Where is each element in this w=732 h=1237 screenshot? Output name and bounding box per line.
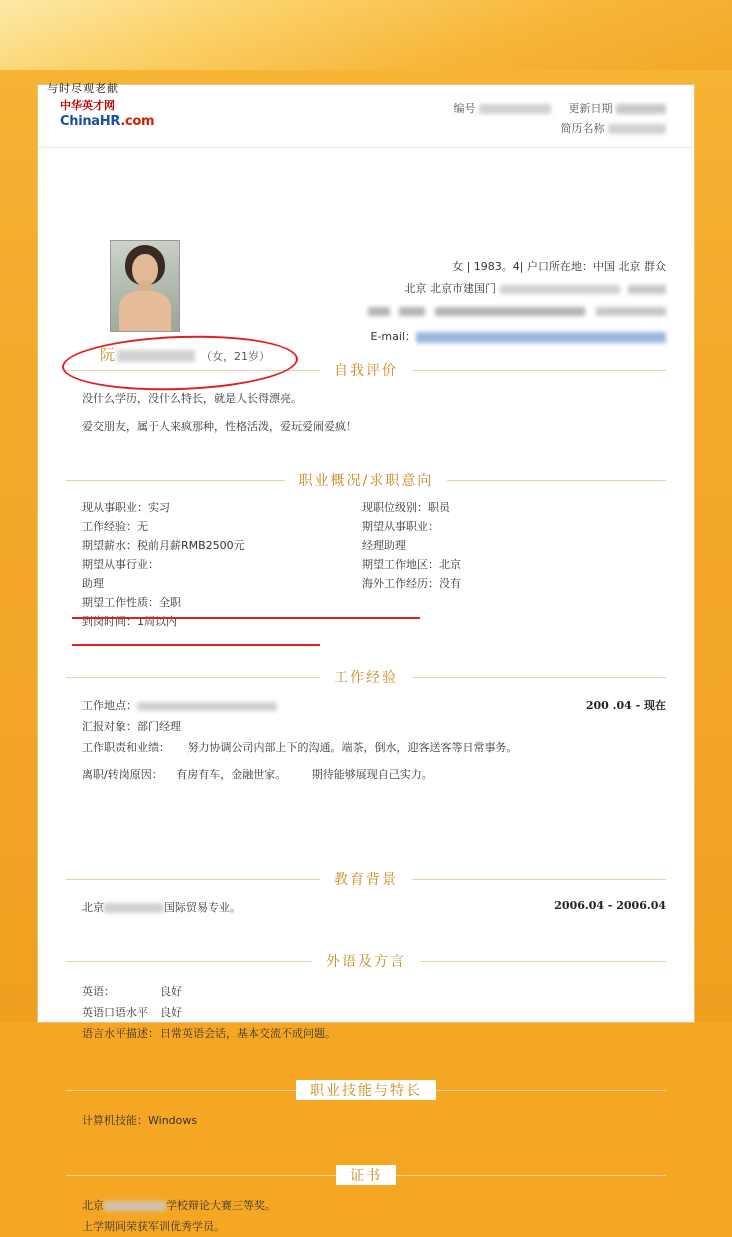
language-row-value: 日常英语会话，基本交流不成问题。 [160, 1027, 336, 1040]
education-date-range: 2006.04 - 2006.04 [554, 899, 666, 912]
language-row-value: 良好 [160, 1006, 182, 1019]
career-columns [82, 498, 666, 631]
work-duties-text: 努力协调公司内部上下的沟通。端茶，倒水，迎客送客等日常事务。 [187, 741, 518, 754]
career-left-5: 期望工作性质：全职 [82, 596, 181, 609]
candidate-name-text: 阮 [100, 346, 116, 364]
header-id-redacted [479, 104, 551, 114]
work-reason-tail: 期待能够展现自己实力。 [311, 768, 433, 781]
profile-address-redacted-2 [628, 285, 666, 294]
header-resume-name-row [454, 119, 667, 139]
career-left-0: 现从事职业：实习 [82, 501, 170, 514]
education-major: 国际贸易专业。 [164, 901, 241, 914]
work-report-to: 汇报对象：部门经理 [82, 720, 181, 733]
certificate-block [82, 1195, 666, 1237]
logo-dotcom: .com [120, 114, 155, 129]
document-header [38, 85, 694, 148]
profile-email-row [276, 326, 666, 348]
career-right-column [362, 498, 642, 593]
career-right-2: 期望从事职业： [362, 520, 439, 533]
work-reason-text: 有房有车，金融世家。 [176, 768, 287, 781]
language-row [82, 1023, 666, 1044]
career-left-6: 到岗时间：1周以内 [82, 615, 177, 628]
self-eval-body [82, 388, 666, 438]
email-label: E-mail： [370, 330, 416, 343]
education-block [82, 899, 666, 915]
profile-phone-redacted-c [435, 307, 585, 316]
language-row-label: 语言水平描述： [82, 1027, 159, 1040]
work-location-redacted [137, 702, 277, 711]
header-meta [454, 99, 667, 139]
career-right-5: 海外工作经历：没有 [362, 577, 461, 590]
profile-line-2 [276, 278, 666, 300]
header-id-row [454, 99, 667, 119]
language-row-label: 英语口语水平 [82, 1006, 148, 1019]
career-right-3: 经理助理 [362, 539, 406, 552]
profile-address-redacted [500, 285, 620, 294]
header-update-label: 更新日期 [568, 102, 613, 115]
career-left-3: 期望从事行业： [82, 558, 159, 571]
candidate-age: （女，21岁） [201, 350, 271, 363]
section-title-education: 教育背景 [320, 869, 412, 889]
section-title-self-eval: 自我评价 [320, 360, 412, 380]
certificate-line-2: 上学期间荣获军训优秀学员。 [82, 1220, 225, 1233]
section-title-skills: 职业技能与特长 [296, 1080, 436, 1100]
profile-line-1: 女 | 1983。4| 户口所在地：中国 北京 群众 [452, 260, 666, 273]
self-eval-line-2: 爱交朋友，属于人来疯那种，性格活泼，爱玩爱闹爱疯！ [82, 420, 357, 433]
language-block [82, 981, 666, 1044]
education-school-redacted [104, 903, 164, 913]
skills-row: 计算机技能：Windows [82, 1114, 198, 1127]
work-duties-row [82, 737, 666, 758]
header-resume-name-redacted [608, 124, 666, 134]
section-title-career: 职业概况/求职意向 [285, 470, 448, 490]
resume-document [37, 84, 695, 1233]
profile-phone-redacted-d [596, 307, 666, 316]
work-reason-row [82, 764, 666, 785]
header-id-label: 编号 [453, 102, 476, 115]
career-right-4: 期望工作地区：北京 [362, 558, 461, 571]
section-title-work: 工作经验 [320, 667, 412, 687]
language-row [82, 981, 666, 1002]
logo-english-text [60, 114, 156, 129]
certificate-line-1 [82, 1195, 666, 1216]
section-title-certificate: 证书 [336, 1165, 396, 1185]
language-row-label: 英语： [82, 985, 115, 998]
logo-china: ChinaHR [60, 114, 121, 129]
profile-section [38, 148, 694, 364]
career-left-column [82, 498, 362, 631]
language-row-value: 良好 [160, 985, 182, 998]
work-location-label: 工作地点： [82, 699, 137, 712]
section-education [66, 869, 666, 889]
profile-phone-redacted-a [368, 307, 390, 316]
section-career [66, 470, 666, 490]
header-update-redacted [616, 104, 666, 114]
career-right-0: 现职位级别：职员 [362, 501, 450, 514]
certificate-school-redacted [104, 1201, 166, 1211]
work-location-row [82, 695, 666, 716]
work-experience-block [82, 695, 666, 785]
language-row [82, 1002, 666, 1023]
work-reason-label: 离职/转岗原因： [82, 768, 163, 781]
header-resume-name-label: 简历名称 [560, 122, 605, 135]
career-left-1: 工作经验：无 [82, 520, 148, 533]
section-skills [66, 1080, 666, 1100]
career-left-2: 期望薪水：税前月薪RMB2500元 [82, 539, 245, 552]
chinahr-logo [60, 97, 156, 129]
work-duties-label: 工作职责和业绩： [82, 741, 170, 754]
education-school-prefix: 北京 [82, 901, 104, 914]
career-left-4: 助理 [82, 577, 104, 590]
certificate-school-prefix: 北京 [82, 1199, 104, 1212]
handwritten-note-top: 与时尽观老献 [47, 82, 119, 95]
avatar-body [119, 291, 171, 331]
self-eval-line-1: 没什么学历，没什么特长，就是人长得漂亮。 [82, 392, 302, 405]
profile-address: 北京 北京市建国门 [404, 282, 496, 295]
section-self-eval [66, 360, 666, 380]
section-certificate [66, 1165, 666, 1185]
skills-block [82, 1110, 666, 1131]
section-title-language: 外语及方言 [312, 951, 420, 971]
profile-phone-redacted-b [399, 307, 425, 316]
logo-chinese-text: 中华英才网 [60, 99, 115, 112]
profile-line-3 [276, 300, 666, 322]
profile-info [276, 256, 666, 348]
work-date-range: 200 .04 - 现在 [585, 699, 666, 712]
section-work [66, 667, 666, 687]
section-language [66, 951, 666, 971]
certificate-award: 学校辩论大赛三等奖。 [166, 1199, 276, 1212]
avatar [110, 240, 180, 332]
email-redacted [416, 332, 666, 343]
